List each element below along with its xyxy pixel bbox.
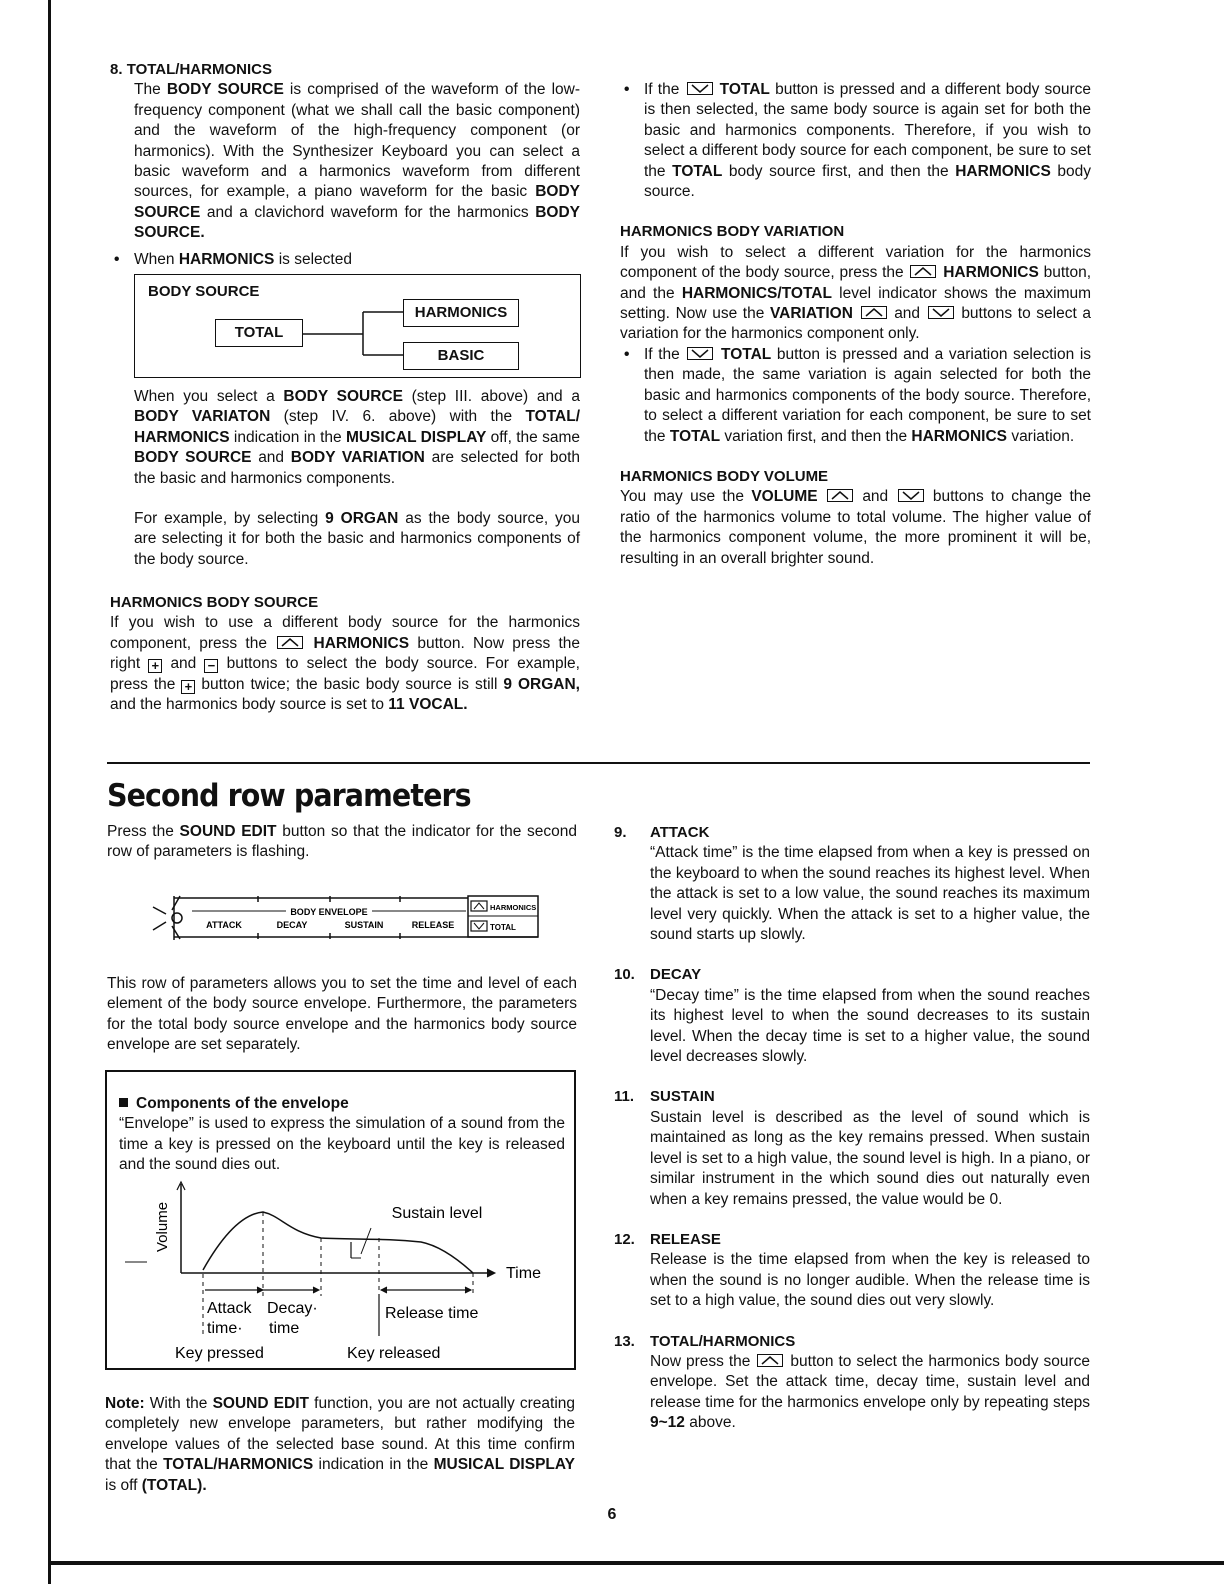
bullet-when-harmonics xyxy=(110,250,580,270)
text: and the harmonics body source is set to xyxy=(110,696,384,714)
text: and xyxy=(258,449,285,467)
step-title: DECAY xyxy=(650,966,702,984)
square-bullet-icon xyxy=(119,1098,128,1107)
text: Press the xyxy=(107,823,174,840)
panel-release-label: RELEASE xyxy=(411,920,455,930)
page-number: 6 xyxy=(607,1506,617,1523)
desc-paragraph: This row of parameters allows you to set the time and level of each element of the body source envelope. Furthermore, the parameters for the total body source envelope and the harmonics body source envelope are set separately. xyxy=(107,975,577,1054)
text: is comprised of the waveform of the low-frequency component (what we shall call the basic component) and the waveform of the high-frequency component (or harmonics). With the Synthesizer Keyboard you can select a basic waveform and a harmonics waveform from different sources, for example, a piano waveform for the basic xyxy=(134,81,580,201)
text: MUSICAL DISPLAY xyxy=(345,428,487,446)
text: buttons to select the body source. For example, press the xyxy=(110,655,580,693)
step-number: 11. xyxy=(614,1088,635,1106)
item8-number: 8. xyxy=(110,61,123,78)
text: BODY SOURCE. xyxy=(134,203,581,242)
plus-button-icon: + xyxy=(148,659,162,673)
panel-total-label: TOTAL xyxy=(490,923,516,932)
attack-time-line2: time· xyxy=(207,1320,243,1337)
hbs-paragraph xyxy=(110,613,580,715)
text: With the xyxy=(149,1395,208,1412)
up-button-icon xyxy=(827,489,853,502)
text: BODY SOURCE xyxy=(134,449,252,467)
text: body source first, and then the xyxy=(728,162,949,180)
body-source-diagram xyxy=(134,274,581,378)
step-12 xyxy=(614,1230,1090,1312)
text: button twice; the basic body source is still xyxy=(201,675,498,693)
text: If you wish to select a different variation for the harmonics component of the body source, press the xyxy=(620,243,1091,282)
text: SOUND EDIT xyxy=(179,823,277,840)
text: body source. xyxy=(644,162,1092,201)
step-text xyxy=(650,1352,1090,1434)
text: HARMONICS xyxy=(178,250,275,268)
down-button-icon xyxy=(928,306,954,319)
text: button to select the harmonics body source envelope. Set the attack time, decay time, sustain level and release time for the harmonics envelope only by repeating steps xyxy=(650,1352,1090,1411)
hbs-heading: HARMONICS BODY SOURCE xyxy=(110,594,319,611)
envelope-panel-diagram xyxy=(150,893,550,943)
text: and xyxy=(862,488,889,506)
envelope-box-heading xyxy=(119,1094,565,1114)
step-13 xyxy=(614,1332,1090,1434)
text: 9~12 xyxy=(650,1414,685,1432)
text: BODY SOURCE xyxy=(166,81,284,99)
text: If the xyxy=(644,345,680,363)
step-number: 12. xyxy=(614,1230,635,1248)
select-body-source-paragraph xyxy=(134,387,580,489)
text: and xyxy=(894,305,921,323)
text: BODY SOURCE xyxy=(283,388,403,405)
text: and a clavichord waveform for the harmonics xyxy=(206,203,529,221)
panel-decay-label: DECAY xyxy=(276,920,308,930)
text: TOTAL/ HARMONICS xyxy=(134,408,581,446)
step-11 xyxy=(614,1087,1090,1209)
panel-attack-label: ATTACK xyxy=(206,920,242,930)
page-frame-left xyxy=(48,0,51,1584)
item8-title: TOTAL/HARMONICS xyxy=(126,61,272,78)
second-row-intro xyxy=(107,822,577,863)
step-text: Release is the time elapsed from when the key is released to when the sound is no longer audible. When the release time is set to a high value, the sound dies out very slowly. xyxy=(650,1251,1090,1310)
text: MUSICAL DISPLAY xyxy=(433,1456,575,1474)
text: button, and the xyxy=(620,264,1092,302)
text: button. Now press the right xyxy=(110,634,580,673)
text: When xyxy=(134,250,175,268)
text: HARMONICS xyxy=(911,427,1007,445)
text: 9 ORGAN, xyxy=(503,675,580,693)
step-number: 10. xyxy=(614,966,635,984)
step-number: 9. xyxy=(614,824,627,841)
envelope-box-text xyxy=(119,1094,565,1176)
step-10 xyxy=(614,965,1090,1067)
step-title: SUSTAIN xyxy=(650,1088,715,1106)
text: BODY VARIATON xyxy=(134,408,271,426)
key-pressed-label: Key pressed xyxy=(175,1345,264,1362)
hbvol-paragraph xyxy=(620,487,1091,569)
hbv-paragraph xyxy=(620,243,1091,345)
step-text: Sustain level is described as the level of sound which is maintained as long as the key remains pressed. When sustain level is set to a high value, the sound level is high. In a piano, or similar instrument in the which sound dies out naturally even when a key remains pressed, the value would be 0. xyxy=(650,1108,1090,1208)
note-paragraph xyxy=(105,1394,575,1496)
text: and xyxy=(170,655,197,673)
section-divider xyxy=(107,762,1090,764)
text: button is pressed and a different body source is then selected, the same body source is again set for both the basic and harmonics components. Therefore, if you wish to select a different body source for each component, be sure to set the xyxy=(644,81,1092,180)
text: (TOTAL). xyxy=(141,1476,207,1494)
envelope-components-box xyxy=(105,1070,576,1370)
up-button-icon xyxy=(910,265,936,278)
note-section xyxy=(105,1394,575,1496)
intro-paragraph xyxy=(107,822,577,863)
text: buttons to change the ratio of the harmonics volume to total volume. The higher value of the harmonics component volume, the more prominent it will be, resulting in an overall brighter sound. xyxy=(620,488,1092,567)
text: (step IV. 6. above) with the xyxy=(283,408,513,426)
decay-time-line2: time xyxy=(269,1320,300,1337)
step-text: “Decay time” is the time elapsed from when the sound reaches its highest level to when the sound decreases to its sustain level. When the decay time is set to a higher value, the sound level decreases slowly. xyxy=(650,986,1090,1066)
text: function, you are not actually creating completely new envelope parameters, but rather modifying the envelope values of the selected base sound. At this time confirm that the xyxy=(105,1395,576,1474)
step-title: ATTACK xyxy=(650,824,710,841)
text: variation. xyxy=(1011,427,1075,445)
text: TOTAL xyxy=(719,81,770,98)
panel-harmonics-label: HARMONICS xyxy=(490,903,537,912)
step-text: “Attack time” is the time elapsed from when a key is pressed on the keyboard to when the sound reaches its highest level. When the attack is set to a low value, the sound reaches its maximum level very quickly. When the attack is set to a higher value, the sound starts up slowly. xyxy=(650,844,1090,944)
left-column-top xyxy=(110,60,580,270)
left-column-mid xyxy=(134,387,580,570)
decay-time-line1: Decay· xyxy=(267,1300,318,1317)
diagram-harmonics: HARMONICS xyxy=(403,299,519,327)
text: BODY VARIATION xyxy=(290,449,425,467)
diagram-connectors xyxy=(135,275,582,379)
text: HARMONICS xyxy=(955,162,1051,180)
text: TOTAL xyxy=(669,427,721,445)
text: VARIATION xyxy=(769,305,853,323)
text: are selected for both the basic and harmonics components. xyxy=(134,449,581,487)
hbvol-heading: HARMONICS BODY VOLUME xyxy=(620,467,829,485)
text: button so that the indicator for the second row of parameters is flashing. xyxy=(107,823,578,861)
diagram-basic: BASIC xyxy=(403,342,519,370)
harmonics-body-source-section xyxy=(110,593,580,715)
text: SOUND EDIT xyxy=(212,1395,309,1412)
text: VOLUME xyxy=(751,488,818,506)
panel-sustain-label: SUSTAIN xyxy=(344,920,384,930)
text: Note: xyxy=(105,1395,145,1412)
step-number: 13. xyxy=(614,1332,635,1350)
text: TOTAL xyxy=(721,345,772,363)
bullet-total-body-source xyxy=(620,80,1091,202)
page-frame-bottom xyxy=(48,1561,1224,1565)
down-button-icon xyxy=(687,347,713,360)
envelope-graph xyxy=(121,1176,561,1366)
down-button-icon xyxy=(687,82,713,95)
down-button-icon xyxy=(898,489,924,502)
steps-column xyxy=(614,823,1090,1434)
text: 11 VOCAL. xyxy=(388,696,468,714)
right-column-top xyxy=(620,80,1091,569)
section-title: Second row parameters xyxy=(107,778,471,814)
text: The xyxy=(134,81,161,99)
text: buttons to select a variation for the harmonics component only. xyxy=(620,305,1092,343)
diagram-total: TOTAL xyxy=(215,319,303,347)
text: Components of the envelope xyxy=(136,1095,349,1112)
step-title: RELEASE xyxy=(650,1230,721,1248)
key-released-label: Key released xyxy=(347,1345,441,1362)
text: 9 ORGAN xyxy=(325,510,399,528)
decay-time-label xyxy=(267,1300,318,1337)
text: For example, by selecting xyxy=(134,510,319,528)
panel-body-envelope-label: BODY ENVELOPE xyxy=(290,907,368,917)
text: You may use the xyxy=(620,488,744,506)
attack-time-line1: Attack xyxy=(207,1300,252,1317)
item8-heading xyxy=(110,60,580,80)
text: variation first, and then the xyxy=(724,427,908,445)
item8-paragraph xyxy=(110,80,580,243)
minus-button-icon: − xyxy=(204,659,218,673)
sustain-level-label: Sustain level xyxy=(391,1205,483,1222)
text: above. xyxy=(689,1414,736,1432)
text: as the body source, you are selecting it for both the basic and harmonics components of the body source. xyxy=(134,510,581,568)
hbv-heading: HARMONICS BODY VARIATION xyxy=(620,223,845,241)
text: TOTAL/HARMONICS xyxy=(163,1456,314,1474)
text: When you select a xyxy=(134,388,275,405)
text: is selected xyxy=(278,250,352,268)
step-title: TOTAL/HARMONICS xyxy=(650,1332,796,1350)
time-axis-label: Time xyxy=(506,1265,541,1282)
text: (step III. above) and a xyxy=(411,388,581,405)
example-paragraph xyxy=(134,509,580,570)
text: If you wish to use a different body source for the harmonics component, press the xyxy=(110,614,580,652)
diagram-title: BODY SOURCE xyxy=(148,283,260,300)
text: TOTAL xyxy=(672,162,723,180)
plus-button-icon: + xyxy=(181,680,195,694)
text: Now press the xyxy=(650,1352,751,1370)
bullet-total-variation xyxy=(620,345,1091,447)
envelope-box-paragraph: “Envelope” is used to express the simulation of a sound from the time a key is pressed on the keyboard until the key is released and the sound dies out. xyxy=(119,1115,565,1174)
text: HARMONICS xyxy=(943,264,1039,282)
volume-axis-label: Volume xyxy=(154,1201,171,1252)
up-button-icon xyxy=(277,636,303,649)
up-button-icon xyxy=(757,1354,783,1367)
up-button-icon xyxy=(861,306,887,319)
step-9 xyxy=(614,823,1090,945)
text: button is pressed and a variation selection is then made, the same variation is again selected for both the basic and harmonics components of the body source. Therefore, to select a different variation for each component, be sure to set the xyxy=(644,345,1092,445)
text: level indicator shows the maximum setting. Now use the xyxy=(620,284,1092,323)
text: BODY SOURCE xyxy=(134,183,580,221)
attack-time-label xyxy=(207,1300,252,1337)
text: If the xyxy=(644,81,680,98)
text: HARMONICS/TOTAL xyxy=(681,284,832,302)
text: HARMONICS xyxy=(313,634,410,652)
text: off, the same xyxy=(490,428,580,446)
text: indication in the xyxy=(233,428,342,446)
release-time-label: Release time xyxy=(385,1305,479,1322)
text: indication in the xyxy=(318,1456,429,1474)
text: is off xyxy=(105,1476,138,1494)
second-row-desc xyxy=(107,974,577,1056)
